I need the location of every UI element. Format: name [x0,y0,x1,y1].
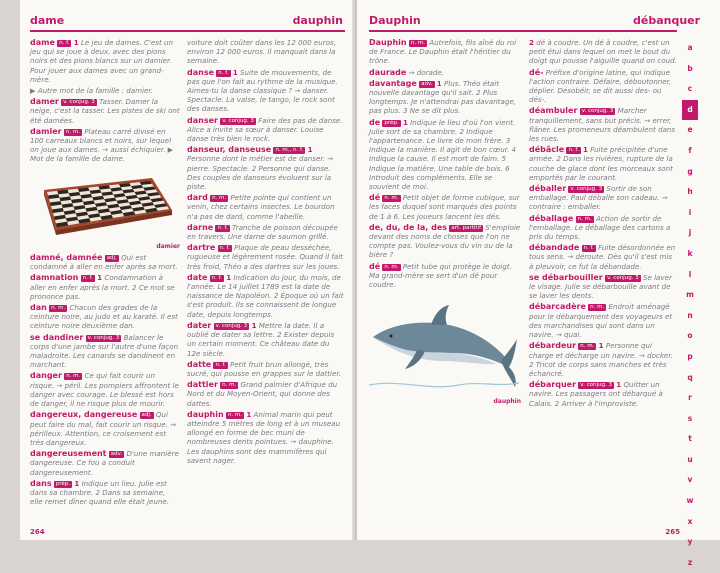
entry-grammar-tag: n. f. [217,224,228,231]
dictionary-entry [529,243,677,271]
alphabet-tab-o[interactable]: o [687,331,693,341]
alphabet-tab-e[interactable]: e [687,125,693,135]
entry-grammar-tag: v. conjug. 3 [63,99,95,106]
entry-definition: Indication du jour, du mois, de l'année. Le 14 juillet 1789 est la date de naissance de Napoléon. 2 Époque où un fait s'est produit. Ils se connaissent de longue date, depuis longtemps. [187,272,344,319]
entry-headword: damné, damnée [30,253,103,263]
right-header-rule [369,30,677,32]
entry-definition: Suite de mouvements, de pas que l'on fait au rythme de la musique. Aimes-tu la danse classique ? → danser. Spectacle. La valse, le tango, le rock sont des danses. [187,67,338,114]
alphabet-tab-m[interactable]: m [686,290,694,300]
entry-sense-number: 1 [598,341,604,351]
entry-definition: Autrefois, fils aîné du roi de France. Le Dauphin était l'héritier du trône. [369,38,517,66]
entry-definition: Tranche de poisson découpée en travers. Une darne de saumon grillé. [187,222,338,242]
dictionary-entry [369,223,521,260]
entry-definition: Petite pointe qui contient un venin, chez certains insectes. Le bourdon n'a pas de dard, comme l'abeille. [187,193,335,221]
damier-caption: damier [156,242,180,250]
entry-definition: ▶ Autre mot de la famille : damier. [30,86,153,96]
entry-definition: Indique un lieu. Julie est dans sa chambre. 2 Dans sa semaine, elle remet dîner quand elle était jeune. [30,478,169,507]
entry-definition: dé à coudre. Un dé à coudre, c'est un petit étui dans lequel on met le bout du doigt qui pousse l'aiguille quand on coud. [529,38,677,66]
dictionary-entry [369,79,521,116]
dictionary-entry [187,360,345,378]
right-page-number: 265 [665,528,680,536]
entry-grammar-tag: n. m. [410,40,425,46]
left-column-1-top-entries [30,38,180,164]
alphabet-tab-k[interactable]: k [687,248,693,258]
entry-headword: débandade [529,243,580,253]
right-column-1-entries [369,38,521,289]
entry-definition: Balancer le corps d'une jambe sur l'autre d'une façon maladroite. Les canards se dandinent en marchant. [30,332,179,370]
entry-definition: Tasser. Damer la neige, c'est la tasser. Les pistes de ski ont été damées. [30,97,180,125]
dictionary-entry [30,273,180,301]
entry-definition: Plus. Théo était nouvelle davantage qu'il sait. 2 Plus longtemps. Je n'attendrai pas davantage, pas plus. 3 Ne se dit plus. [369,78,516,116]
entry-headword: damnation [30,273,79,283]
entry-grammar-tag: adj. [141,412,152,419]
entry-grammar-tag: adv. [421,80,433,87]
entry-headword: débâcle [529,145,565,155]
entry-sense-number: 2 [529,38,534,47]
entry-grammar-tag: v. conjug. 3 [222,117,254,124]
entry-headword: Dauphin [369,38,407,47]
left-header-rule [30,30,345,32]
entry-headword: dattier [187,380,218,390]
entry-headword: de, du, de la, des [369,222,448,232]
dolphin-image [369,295,519,395]
left-column-2 [187,38,345,467]
alphabet-tab-b[interactable]: b [687,63,693,73]
dictionary-entry [30,371,180,408]
entry-definition: voiture doit coûter dans les 12 000 euros, environ 12 000 euros. Il manquait dans la semaine. [187,38,336,66]
entry-grammar-tag: v. conjug. 3 [581,108,614,115]
entry-definition: Petit objet de forme cubique, sur les faces duquel sont marqués des points de 1 à 6. Les joueurs lancent les dés. [369,193,520,221]
entry-definition: Plateau carré divisé en 100 carreaux blancs et noirs, sur lequel on joue aux dames. → aussi échiquier. ▶ Mot de la famille de dame. [30,126,174,164]
entry-headword: dé [369,261,381,271]
entry-headword: de [369,117,381,127]
entry-headword: dans [30,478,52,488]
entry-sense-number: 1 [226,272,232,282]
entry-headword: date [187,272,208,282]
dictionary-entry [30,38,180,84]
dictionary-entry [529,68,677,105]
entry-sense-number: 1 [402,117,408,127]
alphabet-tab-j[interactable]: j [688,228,692,238]
entry-headword: dartre [187,243,216,253]
right-column-1 [369,38,521,407]
entry-grammar-tag: n. f. [211,274,222,281]
dictionary-entry [30,86,180,95]
dictionary-entry [30,253,180,271]
entry-definition: Se laver le visage. Julie se débarbouille avant de se laver les dents. [529,272,672,301]
dictionary-entry [30,449,180,477]
dictionary-entry [187,380,345,408]
alphabet-tab-x[interactable]: x [687,516,693,526]
entry-definition: Qui peut faire du mal, fait courir un risque. → périlleux. Attention, ce croisement est très dangereux. [30,410,177,447]
entry-grammar-tag: n. m. [222,382,237,389]
left-page-number: 264 [30,528,45,536]
entry-definition: Animal marin qui peut atteindre 5 mètres de long et à un museau allongé en forme de bec muni de nombreuses dents pointues. → dauphine. Les dauphins sont des mammifères qui savent nager. [187,409,341,465]
entry-headword: danse [187,67,215,77]
checkerboard-image [30,168,180,240]
entry-grammar-tag: n. f. [583,245,594,252]
alphabet-tab-l[interactable]: l [688,269,692,279]
right-header-first-word: Dauphin [369,14,421,27]
alphabet-tab-r[interactable]: r [688,393,692,403]
dictionary-entry [529,273,677,301]
entry-definition: Mettre la date. Il a oublié de dater sa lettre. 2 Exister depuis un certain moment. Ce château date du 12e siècle. [187,320,335,358]
entry-grammar-tag: n. f. [59,40,70,46]
entry-grammar-tag: n. m. [384,263,399,270]
right-column-2 [529,38,677,410]
dictionary-entry [369,68,521,77]
entry-headword: danser [187,115,218,125]
entry-grammar-tag: n. m. [212,195,227,202]
entry-headword: déambuler [529,106,578,116]
alphabet-tab-v[interactable]: v [687,475,693,485]
entry-headword: débarcadère [529,302,586,312]
alphabet-tab-w[interactable]: w [686,496,694,506]
entry-sense-number: 1 [246,409,252,419]
entry-headword: se dandiner [30,332,84,342]
left-header-first-word: dame [30,14,65,27]
entry-grammar-tag: v. conjug. 3 [570,186,603,193]
entry-definition: Marcher tranquillement, sans but précis. → errer, flâner. Les promeneurs déambulent dans les rues. [529,106,676,144]
dictionary-entry [529,38,677,66]
entry-definition: Petit fruit brun allongé, très sucré, qui pousse en grappes sur le dattier. [187,359,341,378]
dictionary-entry [187,145,345,191]
entry-definition: Endroit aménagé pour le débarquement des voyageurs et des marchandises qui sont dans un navire. → quai. [529,302,673,340]
entry-definition: Grand palmier d'Afrique du Nord et du Moyen-Orient, qui donne des dattes. [187,380,338,408]
entry-headword: damier [30,126,62,136]
entry-grammar-tag: n. f. [568,147,579,154]
dictionary-entry [30,303,180,331]
entry-definition: Chacun des grades de la ceinture noire, au judo et au karaté. Il est ceinture noire deuxième dan. [30,303,178,331]
dictionary-entry [369,38,521,66]
entry-grammar-tag: n. m. [590,304,605,311]
entry-grammar-tag: adj. [106,255,117,262]
entry-grammar-tag: n. m. [384,195,399,202]
entry-grammar-tag: v. conjug. 3 [580,382,612,389]
entry-headword: dard [187,193,208,203]
entry-grammar-tag: n. f. [215,361,226,368]
entry-headword: dater [187,320,212,330]
entry-headword: se débarbouiller [529,272,603,282]
entry-grammar-tag: n. f. [218,69,229,76]
dictionary-entry [30,479,180,507]
entry-headword: dé [369,193,381,203]
entry-headword: dauphin [187,409,224,419]
entry-headword: débardeur [529,341,577,351]
entry-definition: Personne dont le métier est de danser. → pierre. Spectacle. 2 Personne qui danse. Des couples de danseurs évoluent sur la piste. [187,154,334,192]
entry-headword: datte [187,359,212,369]
left-column-1 [30,38,180,508]
dictionary-entry [187,223,345,241]
dictionary-entry [369,262,521,290]
entry-grammar-tag: n. m. [580,343,595,350]
entry-grammar-tag: adv. [110,451,123,458]
dictionary-entry [529,214,677,242]
entry-grammar-tag: v. conjug. 3 [215,322,248,329]
entry-definition: Plaque de peau desséchée, rugueuse et légèrement rosée. Quand il fait très froid, Théo a des dartres sur les joues. [187,243,343,271]
entry-definition: Petit tube qui protège le doigt. Ma grand-mère se sert d'un dé pour coudre. [369,261,512,290]
entry-grammar-tag: n. f. [82,275,93,282]
entry-definition: Quitter un navire. Les passagers ont débarqué à Calais. 2 Arriver à l'improviste. [529,380,663,408]
left-page [20,0,355,540]
entry-headword: danseur, danseuse [187,145,272,155]
dolphin-illustration [369,295,521,406]
entry-headword: davantage [369,78,417,88]
alphabet-tab-s[interactable]: s [687,413,693,423]
entry-definition: Indique le lieu d'où l'on vient. Julie sort de sa chambre. 2 Indique l'appartenance. Le livre de mon frère. 3 Indique la manière. Il agit de bon cœur. 4 Indique la cause. Il est mort de faim. 5 Indique la matière. Une table de bois. 6 Introduit des compléments. Elle se souvient de moi. [369,117,516,192]
alphabet-tab-q[interactable]: q [687,372,693,382]
dictionary-entry [529,380,677,408]
alphabet-tab-i[interactable]: i [688,207,692,217]
entry-grammar-tag: n. m. [51,305,66,312]
dictionary-entry [529,184,677,212]
entry-headword: dangereux, dangereuse [30,410,138,420]
alphabet-tab-t[interactable]: t [688,434,692,444]
dictionary-entry [30,97,180,125]
entry-grammar-tag: prép. [55,480,71,487]
entry-grammar-tag: prép. [384,119,399,126]
dictionary-entry [187,116,345,144]
dictionary-entry [187,68,345,114]
entry-definition: Préfixe d'origine latine, qui indique l'action contraire. Défaire, déboutonner, déplier. Désobéir, se dit aussi des- ou dés-. [529,67,672,105]
entry-grammar-tag: v. conjug. 3 [87,334,120,341]
dictionary-entry [187,243,345,271]
entry-sense-number: 1 [73,38,79,47]
left-column-1-bottom-entries [30,253,180,506]
entry-sense-number: 1 [232,67,238,77]
entry-headword: dangereusement [30,449,107,459]
alphabet-index-tabs [682,38,698,573]
right-header-last-word: débanquer [633,14,701,27]
entry-sense-number: 1 [307,145,313,155]
damier-illustration [30,168,180,251]
entry-headword: dé- [529,67,544,77]
entry-grammar-tag: n. m. [227,411,243,418]
dictionary-entry [529,145,677,182]
entry-headword: damer [30,97,59,107]
dictionary-entry [369,193,521,221]
alphabet-tab-u[interactable]: u [687,454,693,464]
entry-sense-number: 1 [436,78,442,88]
entry-definition: D'une manière dangereuse. Ce fou a conduit dangereusement. [30,449,179,477]
entry-definition: Action de sortir de l'emballage. Le déballage des cartons a pris du temps. [529,213,671,242]
dictionary-entry [30,410,180,447]
alphabet-tab-a[interactable]: a [687,43,693,52]
alphabet-tab-c[interactable]: c [687,84,693,94]
entry-definition: Condamnation à aller en enfer après la mort. 2 Ce mot se prononce pas. [30,273,175,301]
dictionary-entry [529,106,677,143]
right-page [357,0,720,540]
entry-grammar-tag: n. m. [577,215,592,222]
entry-headword: darne [187,222,214,232]
dictionary-entry [187,273,345,319]
alphabet-tab-n[interactable]: n [687,310,693,320]
alphabet-tab-p[interactable]: p [687,351,693,361]
alphabet-tab-f[interactable]: f [688,145,692,155]
entry-headword: déballer [529,184,567,194]
alphabet-tab-z[interactable]: z [687,557,693,567]
dictionary-entry [187,193,345,221]
entry-headword: daurade [369,67,407,77]
entry-headword: dan [30,303,47,313]
dictionary-entry [187,38,345,66]
entry-sense-number: 1 [251,320,257,330]
entry-grammar-tag: n. m. [66,373,81,380]
entry-definition: → dorade. [408,67,445,77]
entry-definition: Faire des pas de danse. Alice a invité sa sœur à danser. Louise danse très bien le rock. [187,115,343,144]
entry-definition: S'emploie devant des noms de choses que l'on ne compte pas. Voulez-vous du vin ou de la bière ? [369,222,521,260]
alphabet-tab-y[interactable]: y [687,537,693,547]
entry-grammar-tag: v. conjug. 3 [606,274,639,281]
entry-definition: Qui est condamné à aller en enfer après sa mort. [30,253,178,272]
entry-grammar-tag: n. f. [219,245,230,252]
dictionary-entry [529,341,677,378]
left-header-last-word: dauphin [292,14,343,27]
entry-headword: dame [30,38,55,47]
entry-definition: Ce qui fait courir un risque. → péril. Les pompiers affrontent le danger avec courage. Le blessé est hors de danger, il ne risque plus de mourir. [30,371,179,409]
dictionary-entry [529,302,677,339]
entry-headword: déballage [529,213,574,223]
entry-sense-number: 1 [74,478,80,488]
alphabet-tab-d[interactable]: d [682,100,698,121]
entry-sense-number: 1 [583,145,588,155]
dictionary-entry [187,410,345,465]
entry-definition: Fuite désordonnée en tous sens. → déroute. Dès qu'il s'est mis à pleuvoir, ce fut la débandade. [529,243,676,271]
dictionary-entry [369,118,521,192]
dolphin-caption: dauphin [493,398,521,406]
entry-grammar-tag: n. m. [65,128,80,135]
dictionary-entry [30,127,180,164]
alphabet-tab-h[interactable]: h [687,187,693,197]
entry-sense-number: 1 [616,380,622,390]
entry-grammar-tag: art. partitif [451,224,482,231]
entry-definition: Le jeu de dames. C'est un jeu qui se joue à deux, avec des pions noirs et des pions blancs sur un damier. Pour jouer aux dames avec un grand-mère. [30,38,174,84]
entry-definition: Personne qui charge et décharge un navire. → docker. 2 Tricot de corps sans manches et très échancré. [529,341,673,378]
entry-grammar-tag: n. m., n. f. [275,147,304,154]
entry-headword: danger [30,371,62,381]
entry-sense-number: 1 [97,273,103,283]
dictionary-entry [187,321,345,358]
alphabet-tab-g[interactable]: g [687,166,693,176]
entry-definition: Fuite précipitée d'une armée. 2 Dans les rivières, rupture de la couche de glace dont les morceaux sont emportés par le courant. [529,145,673,182]
dictionary-entry [30,333,180,370]
entry-definition: Sortir de son emballage. Paul déballe son cadeau. → contraire : emballer. [529,184,668,212]
entry-headword: débarquer [529,380,577,390]
